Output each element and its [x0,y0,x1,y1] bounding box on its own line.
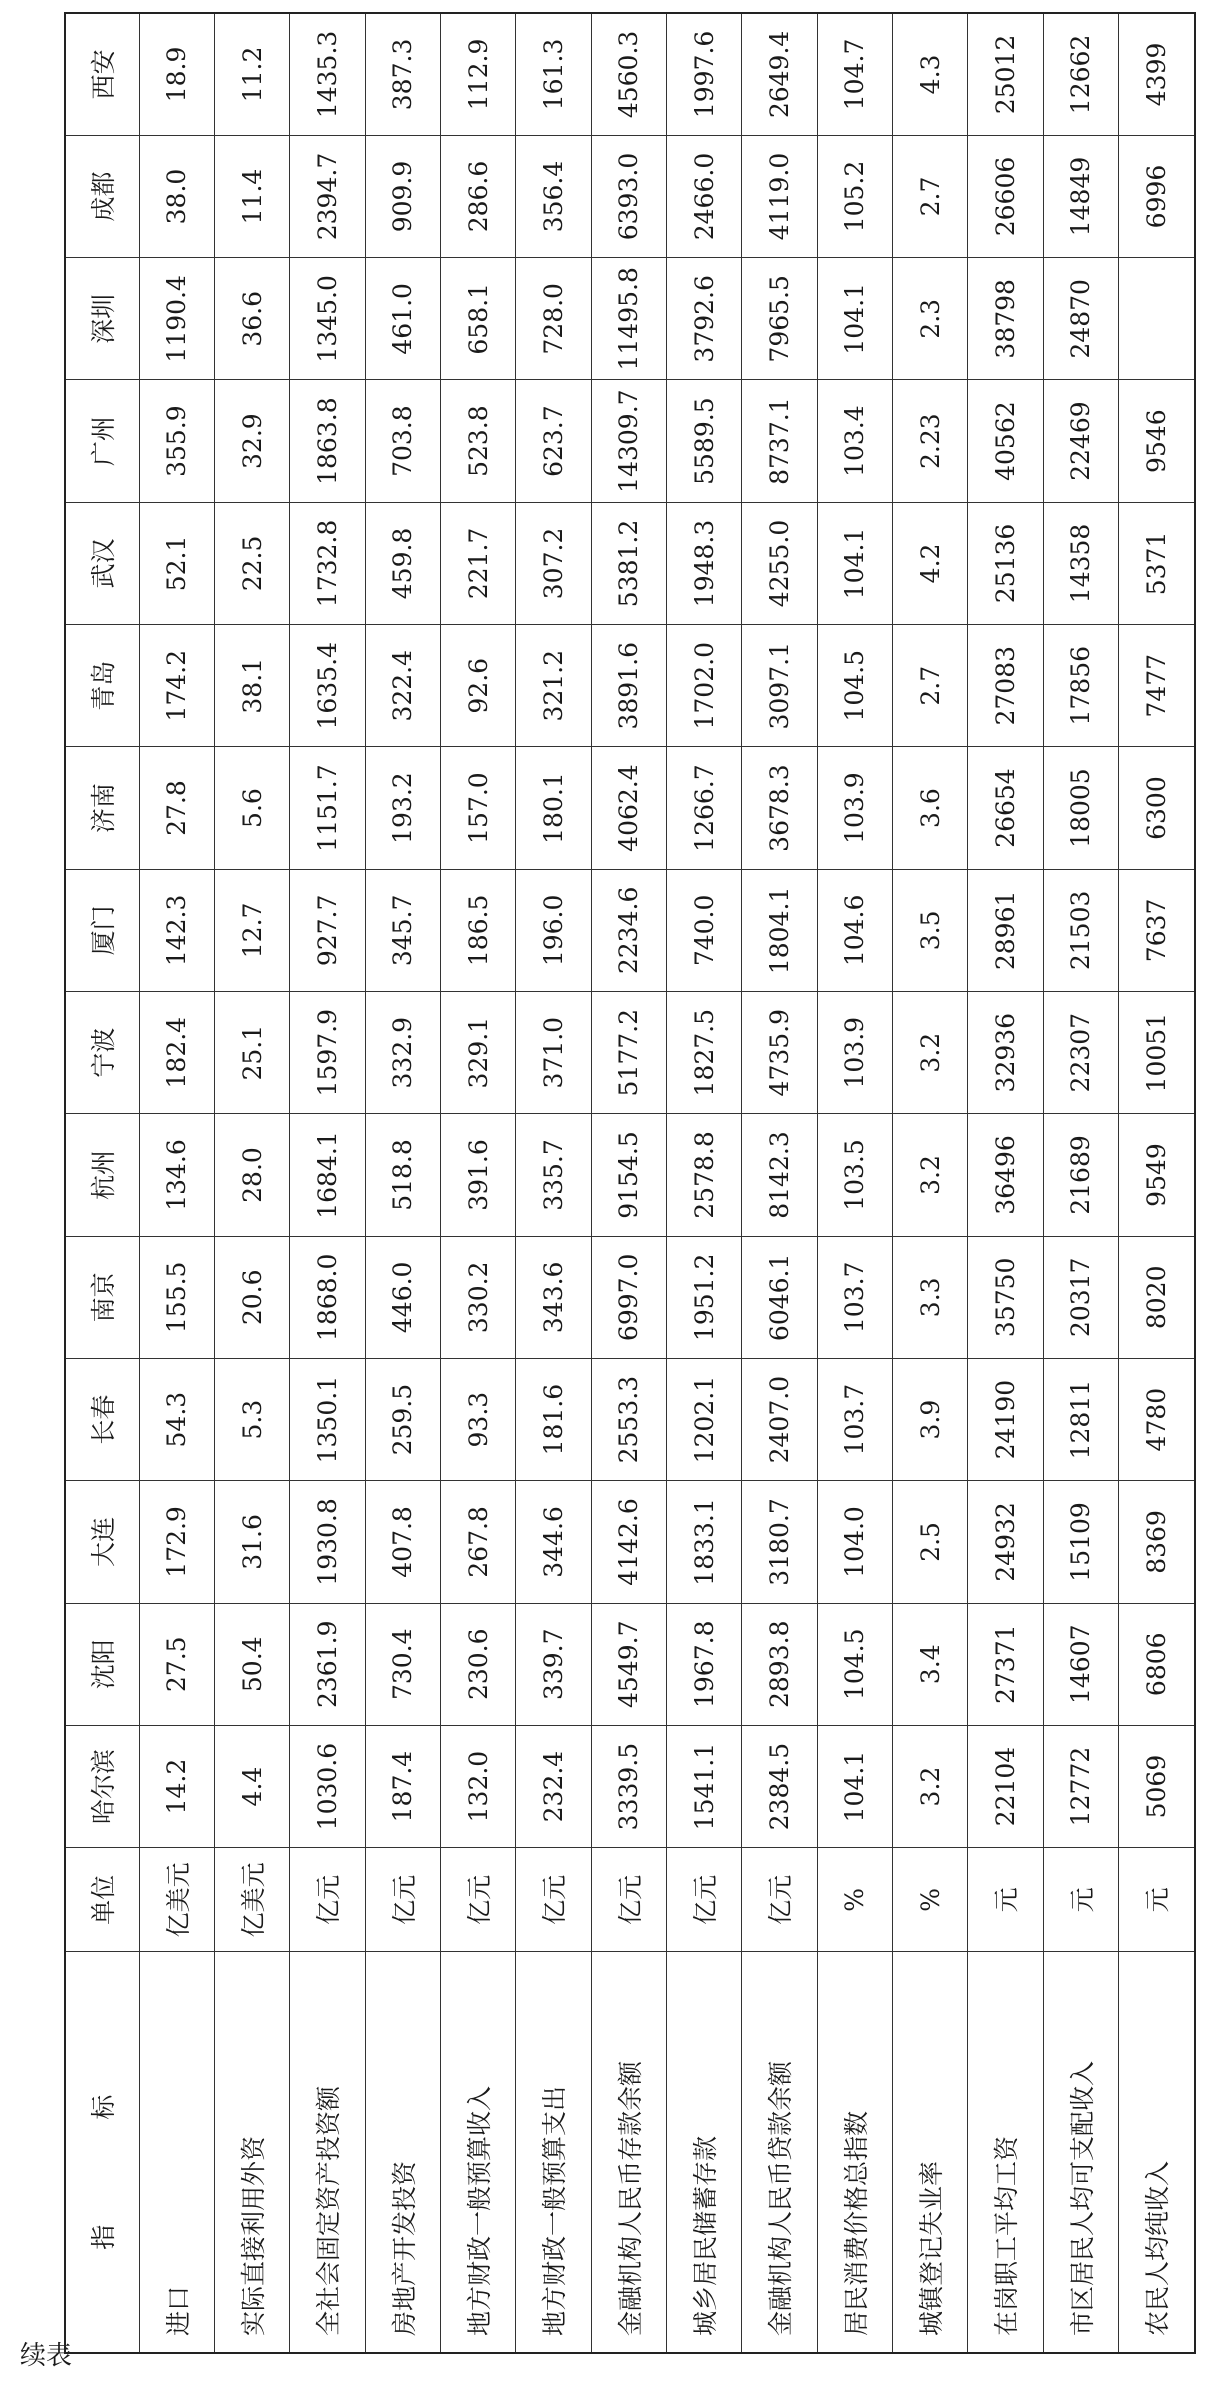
value-cell [1118,258,1195,380]
value-cell: 321.2 [516,625,591,747]
value-cell: 3.2 [892,992,967,1114]
value-cell: 1997.6 [666,13,741,135]
value-cell: 22104 [968,1725,1043,1847]
value-cell: 103.9 [817,747,892,869]
value-cell: 7965.5 [742,258,817,380]
value-cell: 4255.0 [742,502,817,624]
value-cell: 104.6 [817,869,892,991]
value-cell: 1151.7 [290,747,365,869]
table-row [214,13,289,2353]
value-cell: 134.6 [139,1114,214,1236]
value-cell: 25136 [968,502,1043,624]
header-city: 哈尔滨 [65,1725,139,1847]
table-row [1118,13,1195,2353]
value-cell: 103.9 [817,992,892,1114]
value-cell: 1827.5 [666,992,741,1114]
value-cell: 4.4 [214,1725,289,1847]
value-cell: 1868.0 [290,1236,365,1358]
value-cell: 14309.7 [591,380,666,502]
value-cell: 6996 [1118,135,1195,257]
value-cell: 3339.5 [591,1725,666,1847]
table-row [817,13,892,2353]
table-row [290,13,365,2353]
value-cell: 10051 [1118,992,1195,1114]
indicator-cell: 地方财政一般预算收入 [440,1952,515,2353]
value-cell: 9154.5 [591,1114,666,1236]
table-row [516,13,591,2353]
value-cell: 3180.7 [742,1481,817,1603]
value-cell: 3.6 [892,747,967,869]
value-cell: 14607 [1043,1603,1118,1725]
value-cell: 38.1 [214,625,289,747]
value-cell: 329.1 [440,992,515,1114]
value-cell: 335.7 [516,1114,591,1236]
value-cell: 24932 [968,1481,1043,1603]
value-cell: 161.3 [516,13,591,135]
value-cell: 38.0 [139,135,214,257]
unit-cell: 亿元 [365,1848,440,1952]
value-cell: 343.6 [516,1236,591,1358]
value-cell: 2.7 [892,135,967,257]
header-row [65,13,139,2353]
header-city: 杭州 [65,1114,139,1236]
value-cell: 3.5 [892,869,967,991]
value-cell: 12811 [1043,1358,1118,1480]
unit-cell: 亿美元 [214,1848,289,1952]
value-cell: 12662 [1043,13,1118,135]
value-cell: 50.4 [214,1603,289,1725]
value-cell: 4.3 [892,13,967,135]
indicator-cell: 在岗职工平均工资 [968,1952,1043,2353]
value-cell: 27.8 [139,747,214,869]
value-cell: 12.7 [214,869,289,991]
value-cell: 5.3 [214,1358,289,1480]
value-cell: 1345.0 [290,258,365,380]
value-cell: 344.6 [516,1481,591,1603]
unit-cell: 亿元 [666,1848,741,1952]
value-cell: 28961 [968,869,1043,991]
value-cell: 181.6 [516,1358,591,1480]
value-cell: 32.9 [214,380,289,502]
value-cell: 356.4 [516,135,591,257]
value-cell: 52.1 [139,502,214,624]
value-cell: 103.7 [817,1236,892,1358]
value-cell: 2407.0 [742,1358,817,1480]
value-cell: 182.4 [139,992,214,1114]
header-city: 武汉 [65,502,139,624]
value-cell: 132.0 [440,1725,515,1847]
value-cell: 8369 [1118,1481,1195,1603]
value-cell: 4780 [1118,1358,1195,1480]
value-cell: 9549 [1118,1114,1195,1236]
value-cell: 221.7 [440,502,515,624]
value-cell: 1702.0 [666,625,741,747]
value-cell: 286.6 [440,135,515,257]
value-cell: 6300 [1118,747,1195,869]
value-cell: 2.7 [892,625,967,747]
value-cell: 20317 [1043,1236,1118,1358]
header-city: 长春 [65,1358,139,1480]
value-cell: 25012 [968,13,1043,135]
value-cell: 36.6 [214,258,289,380]
value-cell: 909.9 [365,135,440,257]
table-row [591,13,666,2353]
value-cell: 104.7 [817,13,892,135]
value-cell: 728.0 [516,258,591,380]
value-cell: 2394.7 [290,135,365,257]
value-cell: 25.1 [214,992,289,1114]
value-cell: 142.3 [139,869,214,991]
value-cell: 14849 [1043,135,1118,257]
value-cell: 623.7 [516,380,591,502]
value-cell: 355.9 [139,380,214,502]
indicator-cell: 全社会固定资产投资额 [290,1952,365,2353]
value-cell: 5371 [1118,502,1195,624]
value-cell: 1635.4 [290,625,365,747]
value-cell: 104.1 [817,258,892,380]
value-cell: 92.6 [440,625,515,747]
unit-cell: 亿元 [742,1848,817,1952]
value-cell: 6806 [1118,1603,1195,1725]
value-cell: 15109 [1043,1481,1118,1603]
header-city: 沈阳 [65,1603,139,1725]
value-cell: 1350.1 [290,1358,365,1480]
value-cell: 93.3 [440,1358,515,1480]
value-cell: 6393.0 [591,135,666,257]
indicator-cell: 金融机构人民币存款余额 [591,1952,666,2353]
value-cell: 2234.6 [591,869,666,991]
value-cell: 11.4 [214,135,289,257]
value-cell: 36496 [968,1114,1043,1236]
header-city: 成都 [65,135,139,257]
value-cell: 5381.2 [591,502,666,624]
value-cell: 28.0 [214,1114,289,1236]
value-cell: 371.0 [516,992,591,1114]
value-cell: 5177.2 [591,992,666,1114]
header-city: 大连 [65,1481,139,1603]
value-cell: 407.8 [365,1481,440,1603]
indicator-cell: 金融机构人民币贷款余额 [742,1952,817,2353]
value-cell: 8142.3 [742,1114,817,1236]
value-cell: 20.6 [214,1236,289,1358]
value-cell: 1266.7 [666,747,741,869]
value-cell: 3.9 [892,1358,967,1480]
value-cell: 24870 [1043,258,1118,380]
value-cell: 8020 [1118,1236,1195,1358]
value-cell: 459.8 [365,502,440,624]
value-cell: 391.6 [440,1114,515,1236]
indicator-cell: 实际直接利用外资 [214,1952,289,2353]
value-cell: 345.7 [365,869,440,991]
value-cell: 5069 [1118,1725,1195,1847]
value-cell: 1732.8 [290,502,365,624]
value-cell: 174.2 [139,625,214,747]
value-cell: 2384.5 [742,1725,817,1847]
value-cell: 4560.3 [591,13,666,135]
value-cell: 1030.6 [290,1725,365,1847]
value-cell: 3891.6 [591,625,666,747]
value-cell: 21503 [1043,869,1118,991]
value-cell: 332.9 [365,992,440,1114]
value-cell: 703.8 [365,380,440,502]
value-cell: 1597.9 [290,992,365,1114]
value-cell: 339.7 [516,1603,591,1725]
value-cell: 2893.8 [742,1603,817,1725]
indicator-cell: 居民消费价格总指数 [817,1952,892,2353]
value-cell: 18005 [1043,747,1118,869]
value-cell: 3.3 [892,1236,967,1358]
header-indicator: 指 标 [65,1952,139,2353]
value-cell: 104.1 [817,502,892,624]
value-cell: 1190.4 [139,258,214,380]
value-cell: 267.8 [440,1481,515,1603]
value-cell: 3678.3 [742,747,817,869]
value-cell: 17856 [1043,625,1118,747]
value-cell: 31.6 [214,1481,289,1603]
value-cell: 11.2 [214,13,289,135]
unit-cell: 元 [1118,1848,1195,1952]
value-cell: 5.6 [214,747,289,869]
table-row [365,13,440,2353]
value-cell: 6997.0 [591,1236,666,1358]
value-cell: 230.6 [440,1603,515,1725]
value-cell: 35750 [968,1236,1043,1358]
value-cell: 1684.1 [290,1114,365,1236]
value-cell: 7637 [1118,869,1195,991]
value-cell: 2.3 [892,258,967,380]
value-cell: 172.9 [139,1481,214,1603]
value-cell: 1804.1 [742,869,817,991]
value-cell: 232.4 [516,1725,591,1847]
value-cell: 9546 [1118,380,1195,502]
value-cell: 3.4 [892,1603,967,1725]
value-cell: 104.1 [817,1725,892,1847]
value-cell: 2578.8 [666,1114,741,1236]
value-cell: 180.1 [516,747,591,869]
value-cell: 5589.5 [666,380,741,502]
statistics-table [64,12,1196,2354]
header-city: 南京 [65,1236,139,1358]
value-cell: 186.5 [440,869,515,991]
value-cell: 26654 [968,747,1043,869]
value-cell: 40562 [968,380,1043,502]
value-cell: 18.9 [139,13,214,135]
value-cell: 1833.1 [666,1481,741,1603]
value-cell: 27083 [968,625,1043,747]
unit-cell: % [817,1848,892,1952]
value-cell: 7477 [1118,625,1195,747]
value-cell: 3.2 [892,1725,967,1847]
table-row [892,13,967,2353]
value-cell: 187.4 [365,1725,440,1847]
value-cell: 2.5 [892,1481,967,1603]
value-cell: 4142.6 [591,1481,666,1603]
value-cell: 155.5 [139,1236,214,1358]
value-cell: 1951.2 [666,1236,741,1358]
table-row [139,13,214,2353]
value-cell: 2466.0 [666,135,741,257]
value-cell: 12772 [1043,1725,1118,1847]
value-cell: 24190 [968,1358,1043,1480]
value-cell: 658.1 [440,258,515,380]
value-cell: 1967.8 [666,1603,741,1725]
value-cell: 103.7 [817,1358,892,1480]
header-city: 济南 [65,747,139,869]
header-city: 厦门 [65,869,139,991]
indicator-cell: 进口 [139,1952,214,2353]
value-cell: 387.3 [365,13,440,135]
value-cell: 3792.6 [666,258,741,380]
value-cell: 193.2 [365,747,440,869]
value-cell: 307.2 [516,502,591,624]
indicator-cell: 市区居民人均可支配收入 [1043,1952,1118,2353]
value-cell: 1435.3 [290,13,365,135]
value-cell: 330.2 [440,1236,515,1358]
value-cell: 2361.9 [290,1603,365,1725]
value-cell: 3.2 [892,1114,967,1236]
value-cell: 4119.0 [742,135,817,257]
value-cell: 11495.8 [591,258,666,380]
value-cell: 54.3 [139,1358,214,1480]
value-cell: 104.5 [817,625,892,747]
value-cell: 6046.1 [742,1236,817,1358]
value-cell: 259.5 [365,1358,440,1480]
indicator-cell: 农民人均纯收入 [1118,1952,1195,2353]
value-cell: 14358 [1043,502,1118,624]
value-cell: 22469 [1043,380,1118,502]
value-cell: 1863.8 [290,380,365,502]
value-cell: 157.0 [440,747,515,869]
value-cell: 2649.4 [742,13,817,135]
value-cell: 105.2 [817,135,892,257]
header-city: 广州 [65,380,139,502]
value-cell: 8737.1 [742,380,817,502]
value-cell: 104.5 [817,1603,892,1725]
value-cell: 1948.3 [666,502,741,624]
value-cell: 1541.1 [666,1725,741,1847]
value-cell: 112.9 [440,13,515,135]
value-cell: 103.5 [817,1114,892,1236]
value-cell: 104.0 [817,1481,892,1603]
value-cell: 740.0 [666,869,741,991]
value-cell: 4549.7 [591,1603,666,1725]
unit-cell: % [892,1848,967,1952]
value-cell: 22307 [1043,992,1118,1114]
value-cell: 4.2 [892,502,967,624]
value-cell: 4399 [1118,13,1195,135]
value-cell: 38798 [968,258,1043,380]
value-cell: 21689 [1043,1114,1118,1236]
value-cell: 26606 [968,135,1043,257]
unit-cell: 亿元 [290,1848,365,1952]
value-cell: 103.4 [817,380,892,502]
value-cell: 1202.1 [666,1358,741,1480]
header-city: 青岛 [65,625,139,747]
indicator-cell: 房地产开发投资 [365,1952,440,2353]
value-cell: 32936 [968,992,1043,1114]
value-cell: 3097.1 [742,625,817,747]
value-cell: 1930.8 [290,1481,365,1603]
table-row [742,13,817,2353]
indicator-cell: 城镇登记失业率 [892,1952,967,2353]
value-cell: 22.5 [214,502,289,624]
value-cell: 518.8 [365,1114,440,1236]
unit-cell: 亿美元 [139,1848,214,1952]
unit-cell: 元 [1043,1848,1118,1952]
value-cell: 461.0 [365,258,440,380]
header-unit: 单位 [65,1848,139,1952]
table-row [968,13,1043,2353]
table-row [1043,13,1118,2353]
value-cell: 523.8 [440,380,515,502]
header-city: 深圳 [65,258,139,380]
value-cell: 27371 [968,1603,1043,1725]
unit-cell: 亿元 [591,1848,666,1952]
unit-cell: 亿元 [516,1848,591,1952]
indicator-cell: 城乡居民储蓄存款 [666,1952,741,2353]
table-caption: 续表 [20,2341,73,2371]
value-cell: 27.5 [139,1603,214,1725]
indicator-cell: 地方财政一般预算支出 [516,1952,591,2353]
value-cell: 196.0 [516,869,591,991]
value-cell: 2.23 [892,380,967,502]
value-cell: 14.2 [139,1725,214,1847]
value-cell: 927.7 [290,869,365,991]
value-cell: 4062.4 [591,747,666,869]
value-cell: 2553.3 [591,1358,666,1480]
table-row [666,13,741,2353]
value-cell: 446.0 [365,1236,440,1358]
rotated-table-container [64,12,1196,2354]
unit-cell: 亿元 [440,1848,515,1952]
header-city: 宁波 [65,992,139,1114]
value-cell: 730.4 [365,1603,440,1725]
value-cell: 322.4 [365,625,440,747]
header-city: 西安 [65,13,139,135]
unit-cell: 元 [968,1848,1043,1952]
table-body [139,13,1195,2353]
value-cell: 4735.9 [742,992,817,1114]
table-row [440,13,515,2353]
